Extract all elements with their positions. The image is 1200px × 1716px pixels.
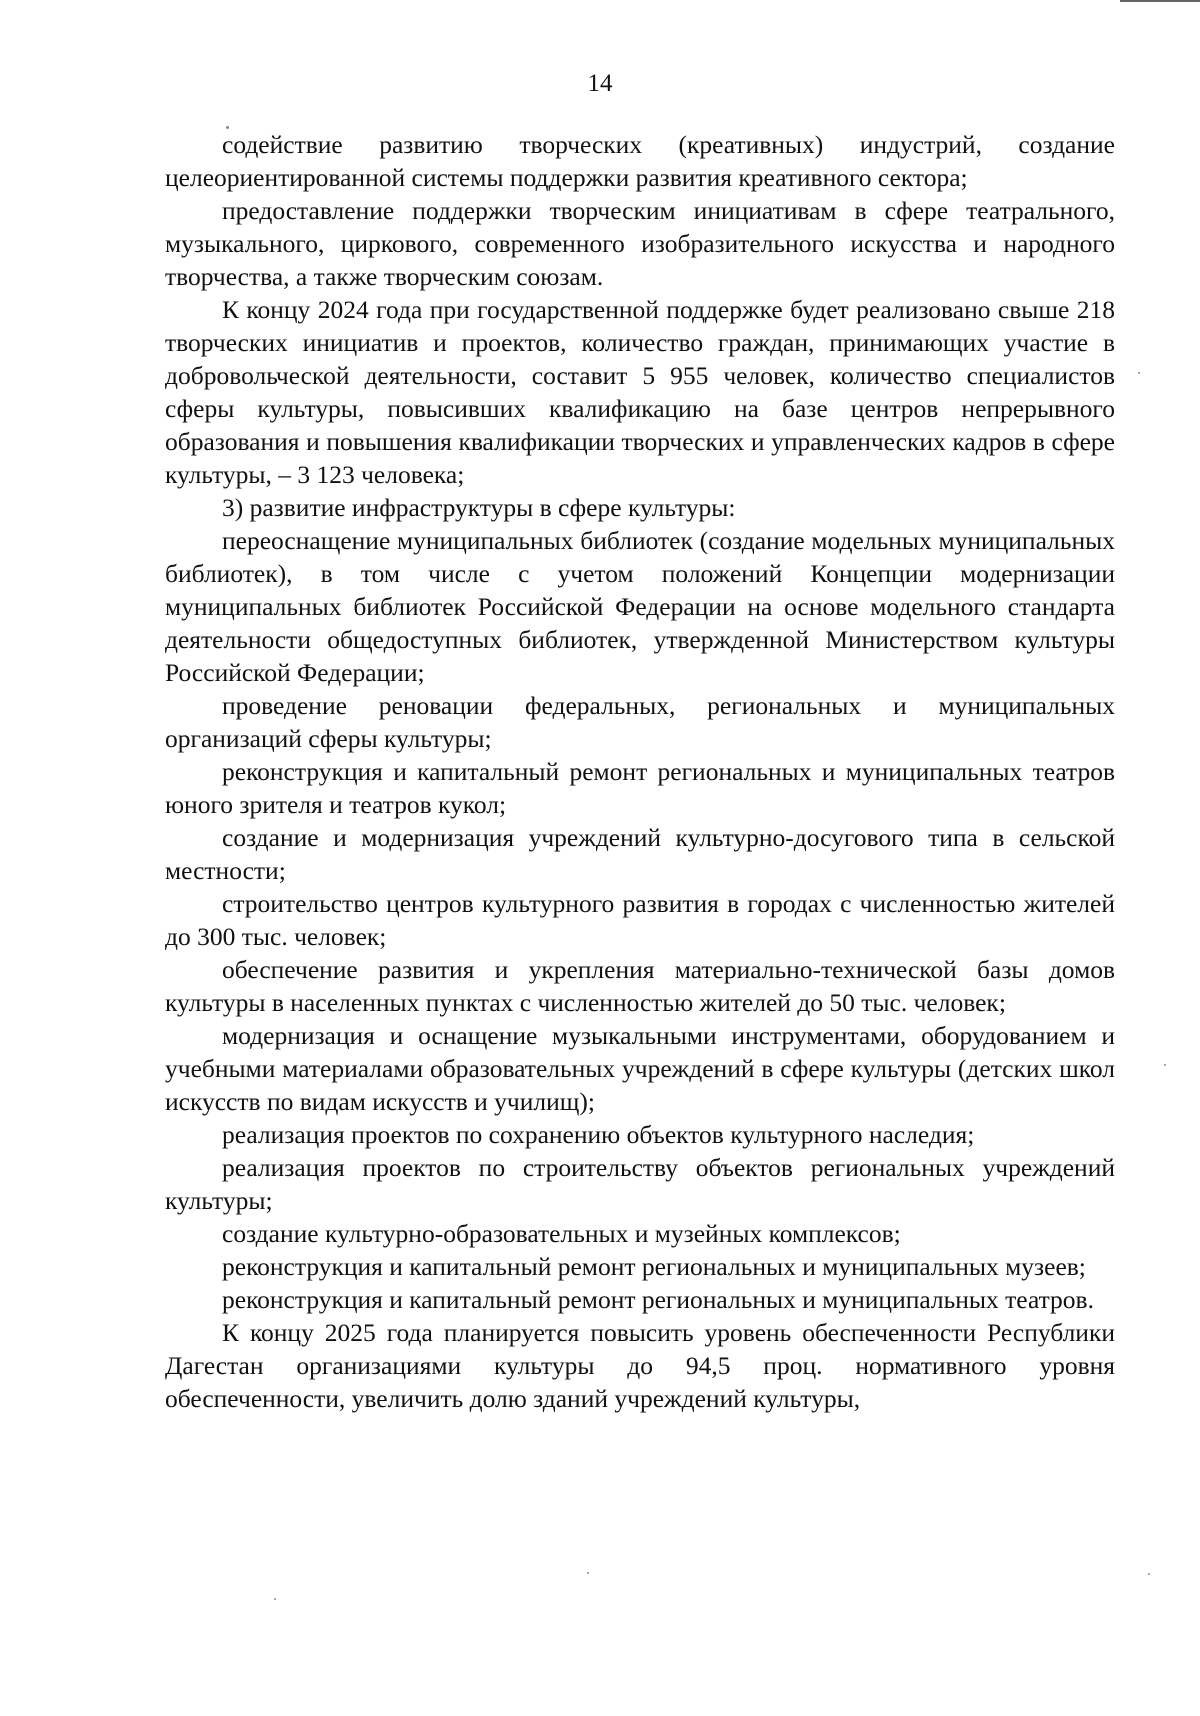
scan-edge-line — [1120, 0, 1200, 2]
paragraph-2024-targets: К концу 2024 года при государственной поддержке будет реализовано свыше 218 творческих инициатив и проектов, количество граждан, принимающих участие в добровольческой деятельности, составит 5 955 человек, количество специалистов сферы культуры, повысивших квалификацию на базе центров непрерывного образования и повышения квалификации творческих и управленческих кадров в сфере культуры, – 3 123 человека; — [165, 295, 1115, 489]
paragraph-regional-construction: реализация проектов по строительству объектов региональных учреждений культуры; — [165, 1153, 1115, 1215]
paragraph-museum-complexes: создание культурно-образовательных и музейных комплексов; — [222, 1219, 901, 1248]
paragraph-youth-puppet-theatres: реконструкция и капитальный ремонт региональных и муниципальных театров юного зрителя и театров кукол; — [165, 757, 1115, 819]
scan-speck — [1138, 372, 1140, 374]
document-body — [165, 128, 1115, 1415]
scan-speck — [226, 126, 229, 129]
page-number: 14 — [587, 70, 613, 97]
scan-speck — [1148, 1573, 1150, 1575]
paragraph-cultural-centers: строительство центров культурного развития в городах с численностью жителей до 300 тыс. человек; — [165, 889, 1115, 951]
paragraph-libraries-reequipment: переоснащение муниципальных библиотек (создание модельных муниципальных библиотек), в том числе с учетом положений Концепции модернизации муниципальных библиотек Российской Федерации на основе модельного стандарта деятельности общедоступных библиотек, утвержденной Министерством культуры Российской Федерации; — [165, 526, 1115, 687]
scan-speck — [587, 1572, 589, 1574]
paragraph-creative-industries: содействие развитию творческих (креативных) индустрий, создание целеориентированной системы поддержки развития креативного сектора; — [165, 130, 1115, 192]
paragraph-2025-targets: К концу 2025 года планируется повысить уровень обеспеченности Республики Дагестан организациями культуры до 94,5 проц. нормативного уровня обеспеченности, увеличить долю зданий учреждений культуры, — [165, 1318, 1115, 1413]
paragraph-houses-of-culture: обеспечение развития и укрепления материально-технической базы домов культуры в населенных пунктах с численностью жителей до 50 тыс. человек; — [165, 955, 1115, 1017]
paragraph-renovation: проведение реновации федеральных, региональных и муниципальных организаций сферы культуры; — [165, 691, 1115, 753]
paragraph-infrastructure-heading: 3) развитие инфраструктуры в сфере культуры: — [222, 493, 736, 522]
paragraph-museums-repair: реконструкция и капитальный ремонт региональных и муниципальных музеев; — [222, 1252, 1086, 1281]
paragraph-rural-leisure: создание и модернизация учреждений культурно-досугового типа в сельской местности; — [165, 823, 1115, 885]
paragraph-creative-initiatives-support: предоставление поддержки творческим инициативам в сфере театрального, музыкального, циркового, современного изобразительного искусства и народного творчества, а также творческим союзам. — [165, 196, 1115, 291]
paragraph-theatres-repair: реконструкция и капитальный ремонт региональных и муниципальных театров. — [222, 1285, 1094, 1314]
scan-speck — [1164, 1064, 1166, 1066]
scan-speck — [274, 1598, 276, 1600]
paragraph-heritage: реализация проектов по сохранению объектов культурного наследия; — [222, 1120, 975, 1149]
paragraph-educational-equipment: модернизация и оснащение музыкальными инструментами, оборудованием и учебными материалами образовательных учреждений в сфере культуры (детских школ искусств по видам искусств и училищ); — [165, 1021, 1115, 1116]
